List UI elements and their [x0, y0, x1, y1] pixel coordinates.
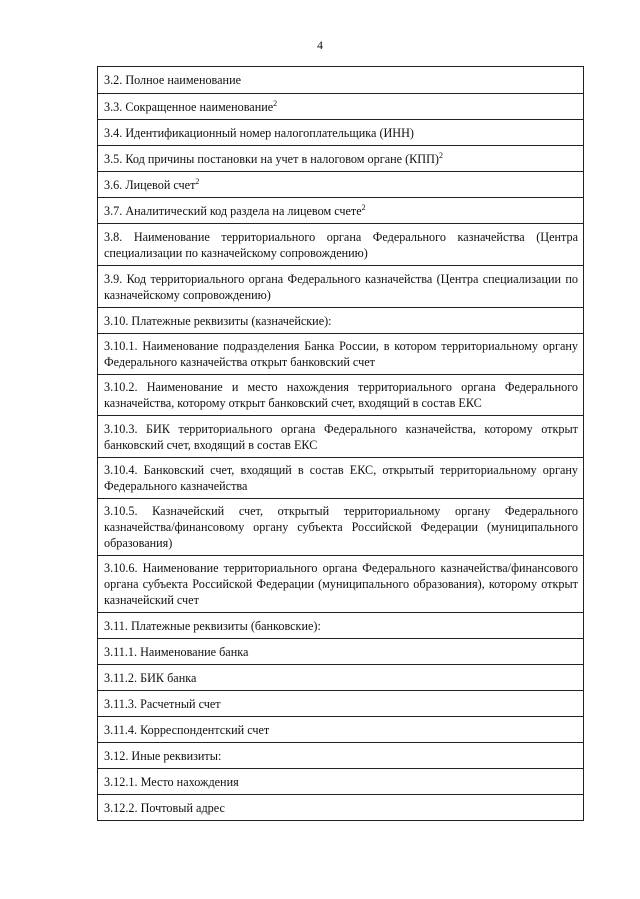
table-row — [98, 717, 584, 743]
cell-text: 3.10.4. Банковский счет, входящий в состав ЕКС, открытый территориальному органу Федерального казначейства — [104, 463, 578, 493]
table-row — [98, 308, 584, 334]
footnote-ref: 2 — [361, 202, 366, 212]
footnote-ref: 2 — [195, 176, 200, 186]
table-row — [98, 198, 584, 224]
table-cell — [98, 743, 584, 769]
table-cell — [98, 613, 584, 639]
table-cell — [98, 67, 584, 94]
table-cell — [98, 639, 584, 665]
table-row — [98, 375, 584, 416]
table-row — [98, 556, 584, 613]
table-row — [98, 334, 584, 375]
cell-text: 3.5. Код причины постановки на учет в налоговом органе (КПП) — [104, 151, 439, 166]
cell-text: 3.6. Лицевой счет — [104, 177, 196, 192]
page-number: 4 — [317, 38, 323, 52]
table-row — [98, 743, 584, 769]
cell-text: 3.12.1. Место нахождения — [104, 774, 239, 789]
cell-text: 3.11.4. Корреспондентский счет — [104, 722, 270, 737]
cell-text: 3.11.3. Расчетный счет — [104, 696, 221, 711]
cell-text: 3.10.5. Казначейский счет, открытый территориальному органу Федерального казначейства/финансовому органу субъекта Российской Федерации (муниципального образования) — [104, 504, 578, 550]
table-row — [98, 458, 584, 499]
cell-text: 3.7. Аналитический код раздела на лицевом счете — [104, 203, 362, 218]
table-cell — [98, 795, 584, 821]
table-row — [98, 67, 584, 94]
table-row — [98, 146, 584, 172]
table-row — [98, 224, 584, 266]
table-row — [98, 120, 584, 146]
table-row — [98, 639, 584, 665]
table-cell — [98, 691, 584, 717]
cell-text: 3.3. Сокращенное наименование — [104, 99, 274, 114]
cell-text: 3.8. Наименование территориального органа Федерального казначейства (Центра специализации по казначейскому сопровождению) — [104, 229, 578, 260]
table-row — [98, 665, 584, 691]
table-cell — [98, 334, 584, 375]
table-row — [98, 416, 584, 458]
cell-text: 3.12. Иные реквизиты: — [104, 748, 222, 763]
cell-text: 3.10.1. Наименование подразделения Банка России, в котором территориальному органу Федерального казначейства открыт банковский счет — [104, 339, 578, 369]
table-row — [98, 769, 584, 795]
table-cell — [98, 266, 584, 308]
table-cell — [98, 665, 584, 691]
table-cell — [98, 308, 584, 334]
table-cell — [98, 94, 584, 120]
table-row — [98, 795, 584, 821]
table-cell — [98, 416, 584, 458]
table-cell — [98, 375, 584, 416]
requisites-table — [97, 66, 584, 821]
table-cell — [98, 769, 584, 795]
table-row — [98, 613, 584, 639]
table-row — [98, 691, 584, 717]
table-cell — [98, 146, 584, 172]
cell-text: 3.12.2. Почтовый адрес — [104, 800, 225, 815]
cell-text: 3.11. Платежные реквизиты (банковские): — [104, 618, 321, 633]
cell-text: 3.2. Полное наименование — [104, 73, 242, 87]
cell-text: 3.11.1. Наименование банка — [104, 644, 249, 659]
footnote-ref: 2 — [273, 98, 278, 108]
table-row — [98, 94, 584, 120]
table-cell — [98, 556, 584, 613]
table-cell — [98, 499, 584, 556]
table-row — [98, 266, 584, 308]
cell-text: 3.10.2. Наименование и место нахождения территориального органа Федерального казначейства, которому открыт банковский счет, входящий в состав ЕКС — [104, 380, 578, 410]
cell-text: 3.10. Платежные реквизиты (казначейские): — [104, 313, 332, 328]
table-cell — [98, 172, 584, 198]
table-cell — [98, 120, 584, 146]
table-cell — [98, 717, 584, 743]
cell-text: 3.10.6. Наименование территориального органа Федерального казначейства/финансового органа субъекта Российской Федерации (муниципального образования), которому открыт казначейский счет — [104, 561, 578, 607]
footnote-ref: 2 — [438, 150, 443, 160]
table-cell — [98, 224, 584, 266]
table-cell — [98, 458, 584, 499]
table-cell — [98, 198, 584, 224]
cell-text: 3.10.3. БИК территориального органа Федерального казначейства, которому открыт банковский счет, входящий в состав ЕКС — [104, 421, 578, 452]
cell-text: 3.9. Код территориального органа Федерального казначейства (Центра специализации по казначейскому сопровождению) — [104, 271, 578, 302]
table-row — [98, 172, 584, 198]
cell-text: 3.11.2. БИК банка — [104, 670, 197, 685]
table-row — [98, 499, 584, 556]
cell-text: 3.4. Идентификационный номер налогоплательщика (ИНН) — [104, 125, 414, 140]
